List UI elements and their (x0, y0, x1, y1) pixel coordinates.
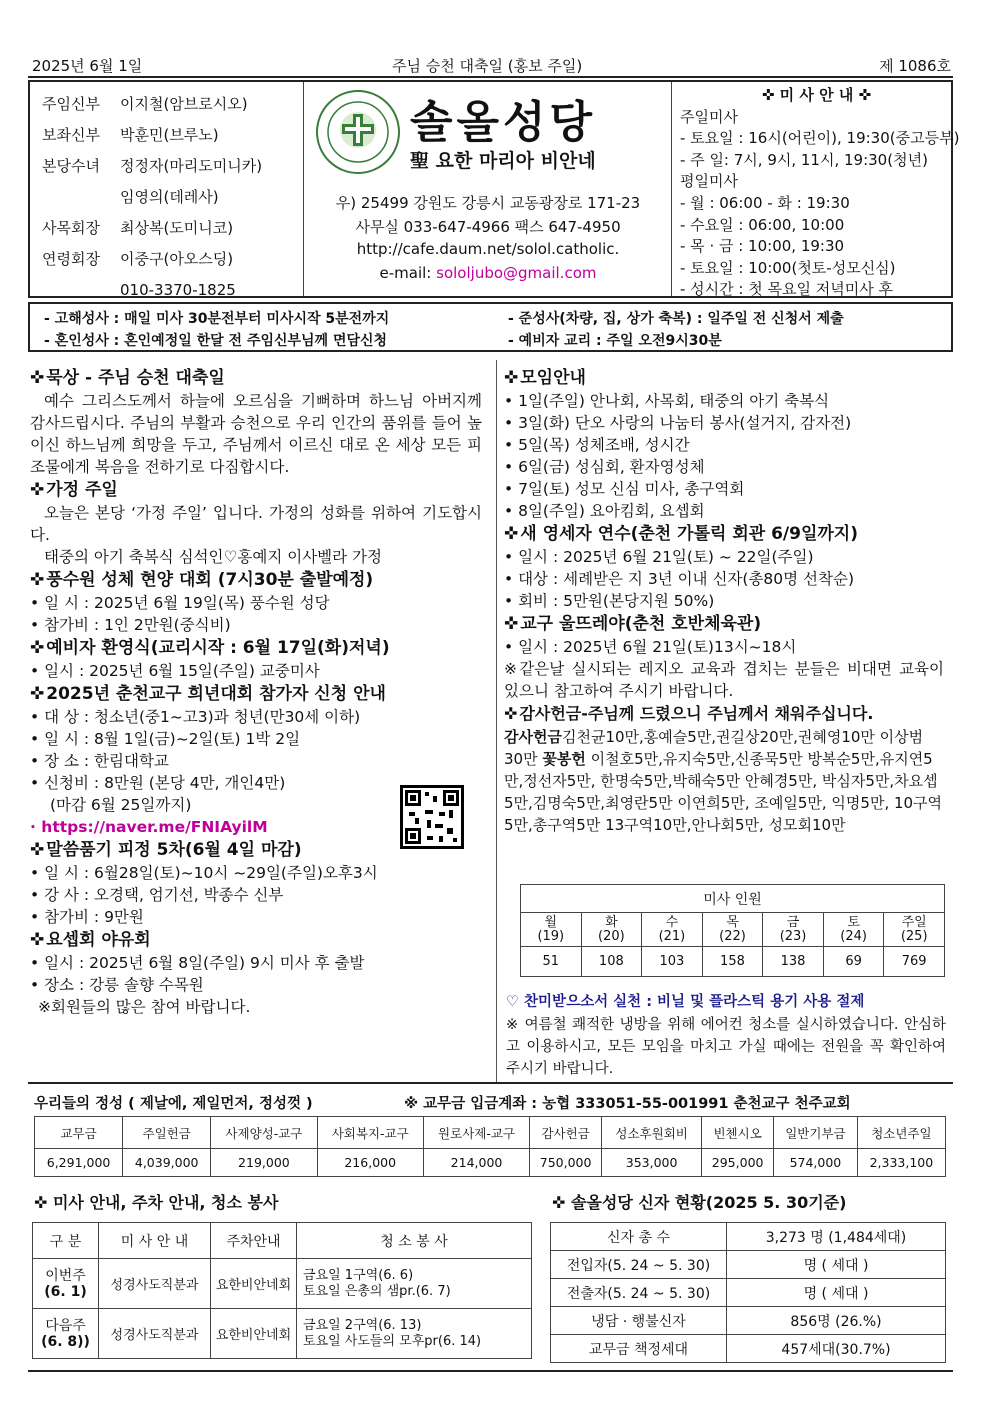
members-value: 명 ( 세대 ) (727, 1279, 946, 1307)
meeting-item: • 5일(목) 성체조배, 성시간 (504, 434, 944, 456)
offering-header: 주일헌금 (123, 1117, 211, 1149)
offering-header: 사제양성-교구 (211, 1117, 317, 1149)
service-parking: 요한비안네회 (211, 1309, 297, 1359)
offering-value: 574,000 (774, 1149, 858, 1177)
jubilee-item: • 장 소 : 한림대학교 (30, 750, 482, 772)
members-value: 457세대(30.7%) (727, 1335, 946, 1363)
offering-value: 4,039,000 (123, 1149, 211, 1177)
section-jubilee-title: ✜ 2025년 춘천교구 희년대회 참가자 신청 안내 (30, 682, 482, 706)
staff-name: 박훈민(브루노) (120, 126, 219, 144)
day-name: 화 (605, 914, 618, 930)
offering-title: 우리들의 정성 ( 제날에, 제일먼저, 정성껏 ) (34, 1096, 313, 1112)
service-header: 청 소 봉 사 (297, 1223, 532, 1259)
members-row (551, 1223, 946, 1251)
meeting-item: • 8일(주일) 요아킴회, 요셉회 (504, 500, 944, 522)
picnic-note: ※회원들의 많은 참여 바랍니다. (38, 998, 251, 1016)
attendance-count: 138 (763, 947, 824, 977)
attendance-count: 158 (702, 947, 763, 977)
column-divider (496, 360, 497, 1082)
mass-schedule-title: ✜ 미 사 안 내 ✜ (761, 86, 872, 104)
church-email (304, 264, 672, 282)
service-week (33, 1309, 99, 1359)
cleaning-sat: 토요일 은총의 샘pr.(6. 7) (303, 1283, 451, 1299)
mass-line: - 목 · 금 : 10:00, 19:30 (680, 237, 845, 256)
mass-line: - 토요일 : 10:00(첫토-성모신심) (680, 258, 896, 277)
staff-role: 주임신부 (42, 95, 100, 113)
staff-row (42, 119, 303, 150)
members-row (551, 1307, 946, 1335)
day-date: (20) (598, 928, 625, 944)
members-label: 전입자(5. 24 ~ 5. 30) (551, 1251, 727, 1279)
offering-table (34, 1116, 946, 1177)
picnic-item: • 일시 : 2025년 6월 8일(주일) 9시 미사 후 출발 (30, 952, 482, 974)
day-name: 금 (786, 914, 800, 930)
attendance-count: 51 (521, 947, 582, 977)
offering-value: 353,000 (602, 1149, 702, 1177)
catechumen-item: • 일시 : 2025년 6월 15일(주일) 교중미사 (30, 660, 482, 682)
staff-row (42, 274, 303, 305)
ultreya-item: • 일시 : 2025년 6월 21일(토)13시~18시 (504, 636, 944, 658)
staff-role: 사목회장 (42, 219, 100, 237)
pungsuwon-item: • 일 시 : 2025년 6월 19일(목) 풍수원 성당 (30, 592, 482, 614)
right-column (504, 366, 944, 836)
flowers-list: 이철호5만,유지숙5만,신종묵5만 방복순5만,유지연5만,정선자5만, 한명숙5만,박해숙5만 안혜경5만, 박심자5만,차요셉5만,김명숙5만,최영란5만 이연희5만, 조예일5만, 익명5만, 10구역5만,총구역5만 13구역10만,안나회5만, 성모회10만 (504, 750, 943, 834)
section-family-title: ✜ 가정 주일 (30, 478, 482, 502)
church-address: 우) 25499 강원도 강릉시 교동광장로 171-23 (335, 194, 641, 212)
staff-name: 이중구(아오스딩) (120, 250, 234, 268)
attendance-day (581, 913, 642, 947)
section-meditation-title: ✜ 묵상 - 주님 승천 대축일 (30, 366, 482, 390)
staff-row (42, 243, 303, 274)
service-header: 구 분 (33, 1223, 99, 1259)
members-label: 교무금 책정세대 (551, 1335, 727, 1363)
family-text: 오늘은 본당 ‘가정 주일’ 입니다. 가정의 성화를 위하여 기도합시다. (30, 504, 482, 544)
offering-header: 빈첸시오 (702, 1117, 774, 1149)
staff-row (42, 181, 303, 212)
offering-header: 사회복지-교구 (317, 1117, 423, 1149)
sacrament-notice (28, 302, 953, 352)
members-row (551, 1279, 946, 1307)
notice-marriage: - 혼인성사 : 혼인예정일 한달 전 주임신부님께 면담신청 (44, 333, 388, 349)
thanks-list: 김천균10만,홍예슬5만,권길상20만,권혜영10만 이상범 30만 (504, 728, 924, 768)
attendance-count: 769 (884, 947, 945, 977)
day-name: 수 (665, 914, 679, 930)
service-table (32, 1222, 532, 1359)
qr-code[interactable] (400, 785, 464, 849)
section-retreat-title: ✜ 말씀품기 피정 5차(6월 4일 마감) (30, 838, 482, 862)
staff-name: 이지철(암브로시오) (120, 95, 248, 113)
members-value: 명 ( 세대 ) (727, 1251, 946, 1279)
church-name: 솔올성당 (410, 97, 597, 148)
thanks-donors (504, 726, 944, 836)
mass-line: 평일미사 (680, 172, 738, 191)
notice-blessing: - 준성사(차량, 집, 상가 축복) : 일주일 전 신청서 제출 (508, 311, 844, 327)
cross-emblem-icon (318, 92, 398, 172)
jubilee-item: • 대 상 : 청소년(중1~고3)과 청년(만30세 이하) (30, 706, 482, 728)
day-date: (25) (900, 928, 928, 944)
jubilee-link[interactable]: · https://naver.me/FNIAyilM (30, 818, 268, 836)
day-date: (22) (719, 928, 746, 944)
pungsuwon-item: • 참가비 : 1인 2만원(중식비) (30, 614, 482, 636)
week-date: (6. 1) (44, 1283, 87, 1300)
ac-notice: ※ 여름철 쾌적한 냉방을 위해 에어컨 청소를 실시하였습니다. 안심하고 이용하시고, 모든 모임을 마치고 가실 때에는 전원을 꼭 확인하여 주시기 바랍니다. (506, 1017, 946, 1077)
attendance-day (763, 913, 824, 947)
section-neophyte-title: ✜ 새 영세자 연수(춘천 가톨릭 회관 6/9일까지) (504, 522, 944, 546)
members-label: 신자 총 수 (551, 1223, 727, 1251)
mass-line: - 수요일 : 06:00, 10:00 (680, 215, 845, 234)
divider (28, 1082, 953, 1084)
jubilee-link-url[interactable]: https://naver.me/FNIAyilM (41, 818, 268, 836)
service-cleaning (297, 1309, 532, 1359)
issue-date: 2025년 6월 1일 (32, 57, 143, 75)
mass-line: - 성시간 : 첫 목요일 저녁미사 후 (680, 280, 893, 299)
attendance-day (823, 913, 884, 947)
jubilee-item: • 일 시 : 8월 1일(금)~2일(토) 1박 2일 (30, 728, 482, 750)
offering-value: 216,000 (317, 1149, 423, 1177)
day-name: 토 (847, 914, 860, 930)
day-name: 주일 (901, 914, 927, 930)
service-parking: 요한비안네회 (211, 1259, 297, 1309)
staff-row (42, 88, 303, 119)
cleaning-fri: 금요일 2구역(6. 13) (303, 1317, 422, 1333)
church-website[interactable]: http://cafe.daum.net/solol.catholic. (356, 240, 620, 258)
offering-header: 원로사제-교구 (423, 1117, 529, 1149)
members-table (550, 1222, 946, 1363)
members-label: 냉담 · 행불신자 (551, 1307, 727, 1335)
service-title: ✜ 미사 안내, 주차 안내, 청소 봉사 (34, 1193, 279, 1212)
offering-header: 청소년주일 (857, 1117, 945, 1149)
offering-account: ※ 교무금 입금계좌 : 농협 333051-55-001991 춘천교구 천주교회 (404, 1096, 851, 1112)
service-cleaning (297, 1259, 532, 1309)
retreat-item: • 강 사 : 오경택, 엄기선, 박종수 신부 (30, 884, 482, 906)
email-link[interactable]: sololjubo@gmail.com (436, 264, 597, 282)
offering-value: 214,000 (423, 1149, 529, 1177)
staff-name: 최상복(도미니코) (120, 219, 234, 237)
members-value: 856명 (26.%) (727, 1307, 946, 1335)
family-blessing: 태중의 아기 축복식 심석인♡홍예지 이사벨라 가정 (44, 548, 382, 566)
members-title: ✜ 솔올성당 신자 현황(2025 5. 30기준) (552, 1193, 847, 1212)
day-name: 목 (726, 914, 739, 930)
members-row (551, 1335, 946, 1363)
offering-value: 2,333,100 (857, 1149, 945, 1177)
meeting-item: • 1일(주일) 안나회, 사목회, 태중의 아기 축복식 (504, 390, 944, 412)
staff-name: 010-3370-1825 (120, 280, 236, 299)
neophyte-item: • 대상 : 세례받은 지 3년 이내 신자(총80명 선착순) (504, 568, 944, 590)
service-header: 주차안내 (211, 1223, 297, 1259)
attendance-day (521, 913, 582, 947)
offering-header: 일반기부금 (774, 1117, 858, 1149)
meeting-item: • 6일(금) 성심회, 환자영성체 (504, 456, 944, 478)
picnic-item: • 장소 : 강릉 솔향 수목원 (30, 974, 482, 996)
mass-line: - 주 일: 7시, 9시, 11시, 19:30(청년) (680, 150, 928, 169)
mass-line: - 월 : 06:00 - 화 : 19:30 (680, 193, 850, 212)
left-column (30, 366, 482, 1018)
section-pungsuwon-title: ✜ 풍수원 성체 현양 대회 (7시30분 출발예정) (30, 568, 482, 592)
section-catechumen-title: ✜ 예비자 환영식(교리시작 : 6월 17일(화)저녁) (30, 636, 482, 660)
offering-value: 750,000 (530, 1149, 602, 1177)
attendance-day (884, 913, 945, 947)
email-label: e-mail: (379, 264, 432, 282)
day-date: (19) (537, 928, 565, 944)
church-patron: 聖 요한 마리아 비안네 (410, 150, 596, 172)
jubilee-deadline: (마감 6월 25일까지) (50, 796, 192, 814)
page-header (28, 52, 953, 78)
offering-header: 성소후원회비 (602, 1117, 702, 1149)
service-mass: 성경사도직분과 (99, 1309, 211, 1359)
issue-number: 제 1086호 (879, 57, 951, 75)
section-picnic-title: ✜ 요셉회 야유회 (30, 928, 482, 952)
staff-name: 정정자(마리도미니카) (120, 157, 263, 175)
section-thanks-title: ✜ 감사헌금-주님께 드렸으니 주님께서 채워주십니다. (504, 702, 944, 726)
service-header: 미 사 안 내 (99, 1223, 211, 1259)
members-value: 3,273 명 (1,484세대) (727, 1223, 946, 1251)
retreat-item: • 일 시 : 6월28일(토)~10시 ~29일(주일)오후3시 (30, 862, 482, 884)
week-date: (6. 8)) (41, 1333, 90, 1350)
day-date: (23) (779, 928, 807, 944)
flowers-label: 꽃봉헌 (542, 750, 586, 768)
staff-row (42, 150, 303, 181)
notice-confession: - 고해성사 : 매일 미사 30분전부터 미사시작 5분전까지 (44, 311, 390, 327)
church-phone: 사무실 033-647-4966 팩스 647-4950 (355, 218, 621, 236)
staff-list (30, 82, 304, 299)
notice-catechumen: - 예비자 교리 : 주일 오전9시30분 (508, 333, 722, 349)
section-meetings-title: ✜ 모임안내 (504, 366, 944, 390)
neophyte-item: • 회비 : 5만원(본당지원 50%) (504, 590, 944, 612)
meeting-item: • 7일(토) 성모 신심 미사, 총구역회 (504, 478, 944, 500)
neophyte-item: • 일시 : 2025년 6월 21일(토) ~ 22일(주일) (504, 546, 944, 568)
offering-value: 219,000 (211, 1149, 317, 1177)
attendance-day (702, 913, 763, 947)
section-ultreya-title: ✜ 교구 울뜨레야(춘천 호반체육관) (504, 612, 944, 636)
ultreya-note: ※같은날 실시되는 레지오 교육과 겹치는 분들은 비대면 교육이 있으니 참고하여 주시기 바랍니다. (504, 660, 944, 700)
staff-role: 본당수녀 (42, 157, 100, 175)
attendance-count: 108 (581, 947, 642, 977)
bottom-divider (28, 1370, 953, 1372)
retreat-item: • 참가비 : 9만원 (30, 906, 482, 928)
day-date: (21) (658, 928, 686, 944)
week-label: 이번주 (45, 1267, 86, 1284)
members-row (551, 1251, 946, 1279)
mass-line: - 토요일 : 16시(어린이), 19:30(중고등부) (680, 129, 960, 148)
service-mass: 성경사도직분과 (99, 1259, 211, 1309)
attendance-count: 103 (642, 947, 703, 977)
offering-header: 감사헌금 (530, 1117, 602, 1149)
green-notice: ♡ 찬미받으소서 실천 : 비닐 및 플라스틱 용기 사용 절제 (506, 994, 865, 1010)
thanks-label: 감사헌금 (504, 728, 562, 746)
week-label: 다음주 (45, 1317, 86, 1334)
cleaning-sat: 토요일 사도들의 모후pr(6. 14) (303, 1333, 482, 1349)
members-label: 전출자(5. 24 ~ 5. 30) (551, 1279, 727, 1307)
attendance-count: 69 (823, 947, 884, 977)
offering-value: 6,291,000 (35, 1149, 123, 1177)
staff-role: 보좌신부 (42, 126, 100, 144)
meditation-text: 예수 그리스도께서 하늘에 오르심을 기뻐하며 하느님 아버지께 감사드립시다. 주님의 부활과 승천으로 우리 인간의 품위를 들어 높이신 하느님께 희망을 두고, 주님께서 이르신 대로 온 세상 모든 피조물에게 복음을 전하기로 다짐합시다. (30, 392, 482, 476)
day-name: 월 (544, 914, 558, 930)
jubilee-item: • 신청비 : 8만원 (본당 4만, 개인4만) (30, 772, 482, 794)
staff-role: 연령회장 (42, 250, 100, 268)
attendance-day (642, 913, 703, 947)
cleaning-fri: 금요일 1구역(6. 6) (303, 1267, 414, 1283)
liturgical-title: 주님 승천 대축일 (홍보 주일) (392, 57, 583, 75)
offering-header: 교무금 (35, 1117, 123, 1149)
mass-line: 주일미사 (680, 107, 738, 126)
church-info (304, 82, 672, 296)
mass-schedule (672, 82, 960, 299)
meeting-item: • 3일(화) 단오 사랑의 나눔터 봉사(설거지, 감자전) (504, 412, 944, 434)
day-date: (24) (840, 928, 867, 944)
masthead-box (28, 80, 960, 299)
church-logo (316, 90, 400, 174)
offering-value: 295,000 (702, 1149, 774, 1177)
meetings-list (504, 390, 944, 522)
staff-row (42, 212, 303, 243)
attendance-title: 미사 인원 (521, 885, 945, 913)
staff-name: 임영의(데레사) (120, 188, 219, 206)
attendance-table (520, 884, 945, 977)
service-week (33, 1259, 99, 1309)
